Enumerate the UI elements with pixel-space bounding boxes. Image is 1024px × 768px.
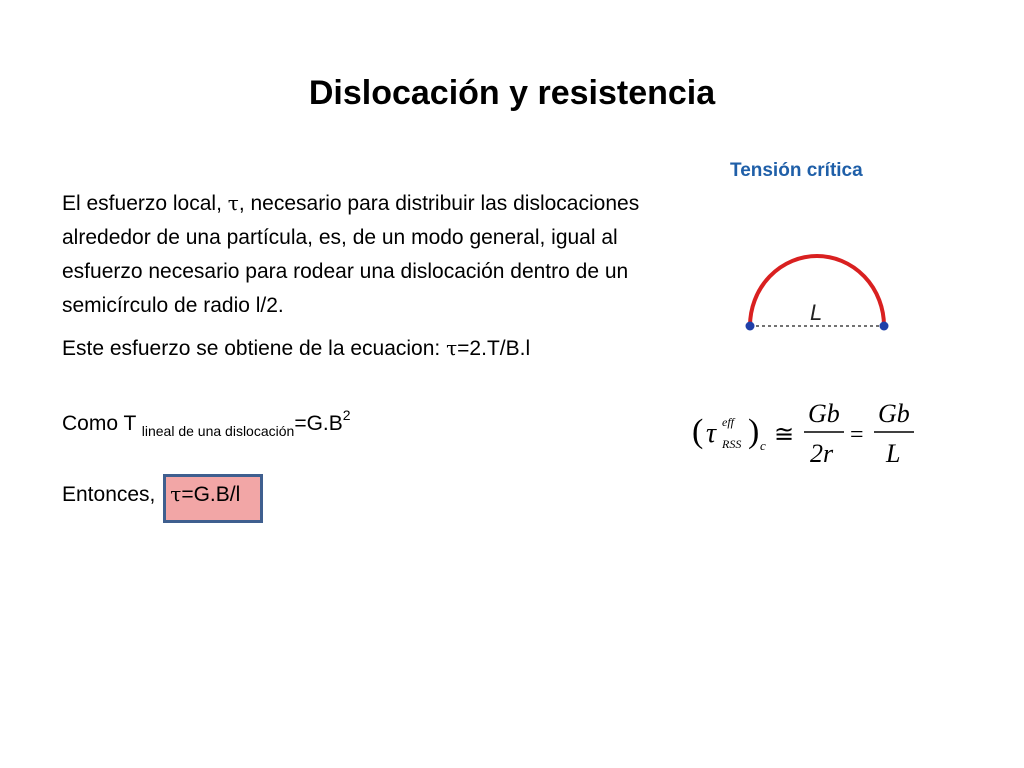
formula-denominator-1: 2r [810,439,834,468]
semicircle-dislocation-figure [738,246,896,342]
paragraph-equation: Este esfuerzo se obtiene de la ecuacion: τ=2.T/B.l [62,336,531,360]
formula-paren-subscript: c [760,438,766,453]
formula-equals: = [850,422,864,448]
tau-symbol: τ [170,482,182,506]
highlighted-result: τ=G.B/l [163,474,263,523]
formula-numerator-1: Gb [808,399,840,428]
squared-superscript: 2 [342,407,351,423]
open-paren: ( [692,413,704,450]
formula-superscript: eff [722,415,734,429]
figure-caption: Tensión crítica [730,160,863,181]
paragraph-local-stress: El esfuerzo local, τ, necesario para distribuir las dislocaciones alrededor de una partícula, es, de un modo general, igual al esfuerzo necesario para rodear una dislocación dentro de un semicírculo de radio l/2. [62,191,640,317]
close-paren: ) [748,413,760,450]
formula-subscript: RSS [722,437,742,451]
line-tension-subscript: lineal de una dislocación [141,423,295,439]
critical-stress-formula [690,392,930,478]
formula-numerator-2: Gb [878,399,910,428]
length-label: L [810,300,823,325]
pin-point-right [880,322,889,331]
tau-symbol: τ [227,191,239,215]
formula-denominator-2: L [886,439,901,468]
pin-point-left [746,322,755,331]
formula-tau: τ [706,418,717,449]
formula-approx: ≅ [774,422,795,448]
paragraph-conclusion: Entonces, τ=G.B/l [62,474,662,523]
tau-symbol: τ [446,336,458,360]
paragraph-line-tension: Como T $_{lineal de una dislocación}=G.B^2$ [62,407,351,439]
slide-title: Dislocación y resistencia [308,74,716,112]
body-text [62,186,662,523]
